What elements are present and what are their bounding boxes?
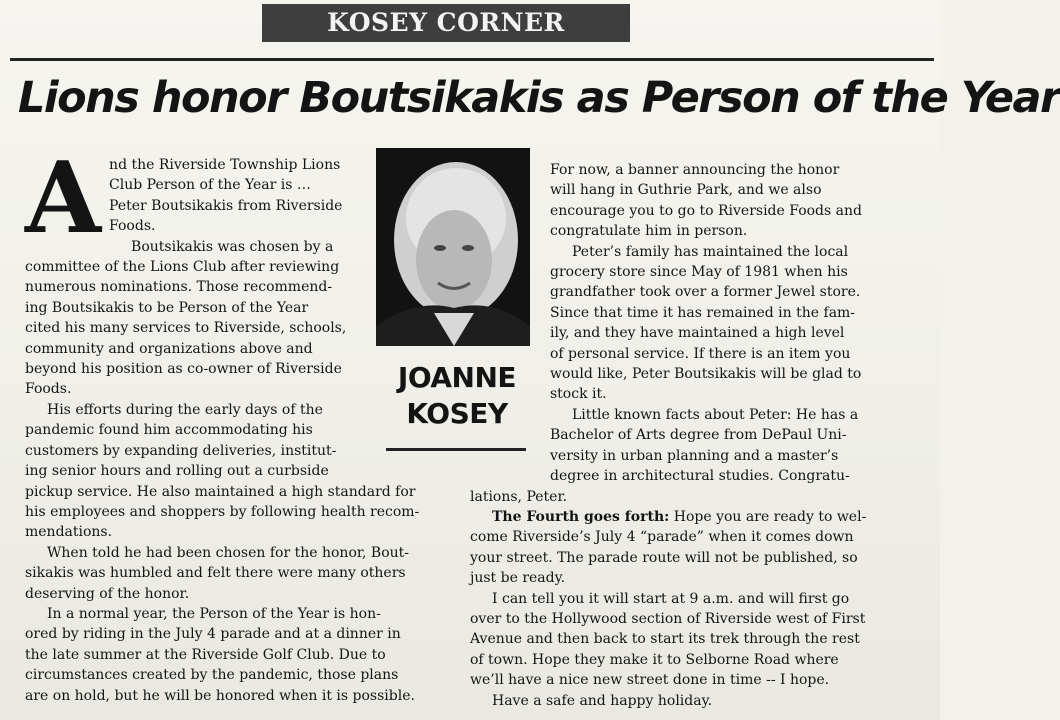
text-line: would like, Peter Boutsikakis will be glad to [550,366,862,383]
author-first-name: JOANNE [397,361,517,394]
text-line: lations, Peter. [470,488,568,505]
text-line: over to the Hollywood section of Riverside west of First [470,610,866,627]
subhead-keyword: The Fourth goes forth: [492,508,670,525]
text-line: Since that time it has remained in the fam- [550,304,856,321]
text-line: His efforts during the early days of the [47,401,323,418]
text-line: nd the Riverside Township Lions [109,157,341,173]
text-line: Boutsikakis was chosen by a [131,238,334,255]
text-line: of town. Hope they make it to Selborne Road where [470,651,839,668]
text-line: pandemic found him accommodating his [25,422,313,439]
text-line: encourage you to go to Riverside Foods and [550,202,862,219]
headline: Lions honor Boutsikakis as Person of the Year [18,73,1060,123]
text-line: deserving of the honor. [25,585,190,602]
text-line: cited his many services to Riverside, schools, [25,320,347,337]
text-line: Club Person of the Year is … [109,177,311,194]
col3-paragraph-2 [550,242,875,405]
col3-paragraph-5 [470,589,875,691]
text-line: sikakis was humbled and felt there were many others [25,565,406,582]
text-line: When told he had been chosen for the honor, Bout- [47,544,410,561]
col1-paragraph-2 [25,237,438,400]
text-line: his employees and shoppers by following health recom- [25,503,420,520]
text-line: ored by riding in the July 4 parade and at a dinner in [25,626,401,643]
column-kicker: KOSEY CORNER [262,4,630,42]
article-column-right [470,160,875,711]
text-line: customers by expanding deliveries, institut- [25,442,337,459]
text-line: just be ready. [470,570,566,587]
text-line: versity in urban planning and a master’s [550,447,839,464]
text-line: ing senior hours and rolling out a curbside [25,463,329,480]
text-line: beyond his position as co-owner of Riverside [25,361,342,378]
text-line: Peter Boutsikakis from Riverside [109,197,343,214]
text-line: congratulate him in person. [550,223,748,240]
col3-paragraph-4 [470,507,875,589]
text-line: grocery store since May of 1981 when his [550,264,848,281]
text-line: grandfather took over a former Jewel store. [550,284,861,301]
text-line: will hang in Guthrie Park, and we also [550,182,822,199]
closing-line: Have a safe and happy holiday. [492,692,713,709]
text-line: degree in architectural studies. Congratu- [550,468,850,485]
text-line: come Riverside’s July 4 “parade” when it comes down [470,529,854,546]
text-line: ily, and they have maintained a high level [550,325,845,342]
text-line: ing Boutsikakis to be Person of the Year [25,299,309,316]
article-column-left [25,141,438,706]
text-line: numerous nominations. Those recommend- [25,279,333,296]
text-line: we’ll have a nice new street done in time -- I hope. [470,672,830,689]
text-line: Foods. [109,218,156,235]
top-rule [10,58,934,61]
text-line: Bachelor of Arts degree from DePaul Uni- [550,427,847,444]
text-line: I can tell you it will start at 9 a.m. and will first go [492,590,850,607]
text-line: mendations. [25,524,113,541]
text-line: committee of the Lions Club after reviewing [25,259,340,276]
text-line: For now, a banner announcing the honor [550,162,840,178]
col3-paragraph-3 [470,405,875,507]
text-line: pickup service. He also maintained a high standard for [25,483,416,500]
drop-cap: A [25,141,102,256]
text-line: community and organizations above and [25,340,313,357]
text-line: In a normal year, the Person of the Year is hon- [47,605,381,622]
text-line: Hope you are ready to wel- [669,508,867,525]
text-line: stock it. [550,386,607,403]
col1-paragraph-3 [25,400,438,543]
author-last-name: KOSEY [406,397,508,430]
text-line: circumstances created by the pandemic, those plans [25,667,399,684]
col1-paragraph-4 [25,543,438,604]
text-line: Foods. [25,381,72,398]
col1-paragraph-5 [25,604,438,706]
text-line: your street. The parade route will not be published, so [470,549,858,566]
text-line: Avenue and then back to start its trek through the rest [470,631,860,648]
col3-paragraph-1 [550,160,875,242]
text-line: the late summer at the Riverside Golf Club. Due to [25,646,386,663]
text-line: of personal service. If there is an item you [550,345,851,362]
text-line: are on hold, but he will be honored when it is possible. [25,687,415,704]
text-line: Little known facts about Peter: He has a [572,406,859,423]
text-line: Peter’s family has maintained the local [572,243,849,260]
